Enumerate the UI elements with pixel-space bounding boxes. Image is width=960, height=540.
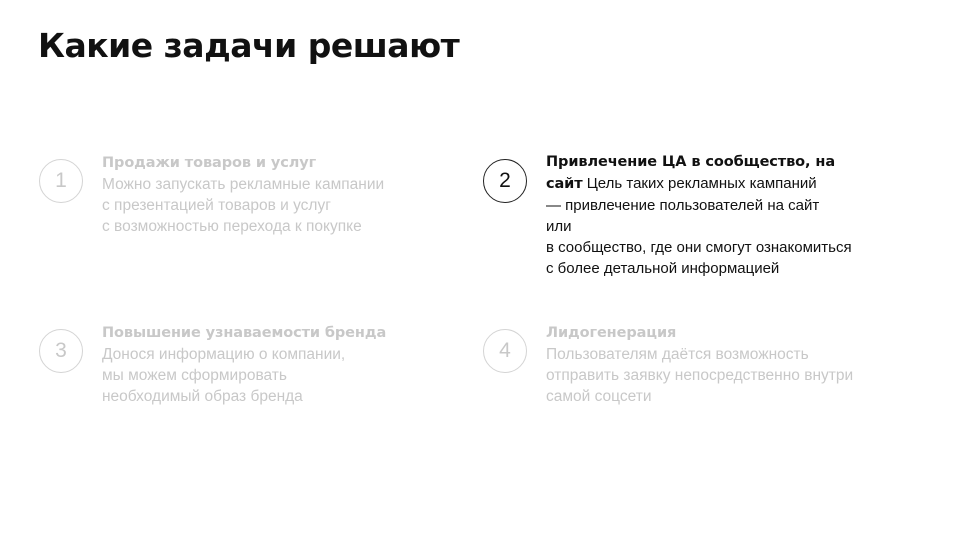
task-description: Донося информацию о компании, мы можем сформировать необходимый образ бренда <box>102 346 346 405</box>
task-description: Можно запускать рекламные кампании с презентацией товаров и услуг с возможностью перехода к покупке <box>102 176 385 235</box>
task-heading: Привлечение ЦА в сообщество, на сайт <box>546 154 836 192</box>
task-text <box>102 323 447 407</box>
slide-title: Какие задачи решают <box>38 26 460 65</box>
task-heading: Повышение узнаваемости бренда <box>102 325 387 341</box>
task-text <box>546 323 891 407</box>
task-description: Цель таких рекламных кампаний — привлечение пользователей на сайт или в сообщество, где они смогут ознакомиться с более детальной информацией <box>546 175 852 277</box>
task-text <box>102 153 447 237</box>
task-heading: Продажи товаров и услуг <box>102 155 317 171</box>
number-badge: 4 <box>483 329 527 373</box>
number-badge: 2 <box>483 159 527 203</box>
task-heading: Лидогенерация <box>546 325 677 341</box>
task-text <box>546 151 891 279</box>
number-badge: 3 <box>39 329 83 373</box>
task-description: Пользователям даётся возможность отправить заявку непосредственно внутри самой соцсети <box>546 346 854 405</box>
number-badge: 1 <box>39 159 83 203</box>
